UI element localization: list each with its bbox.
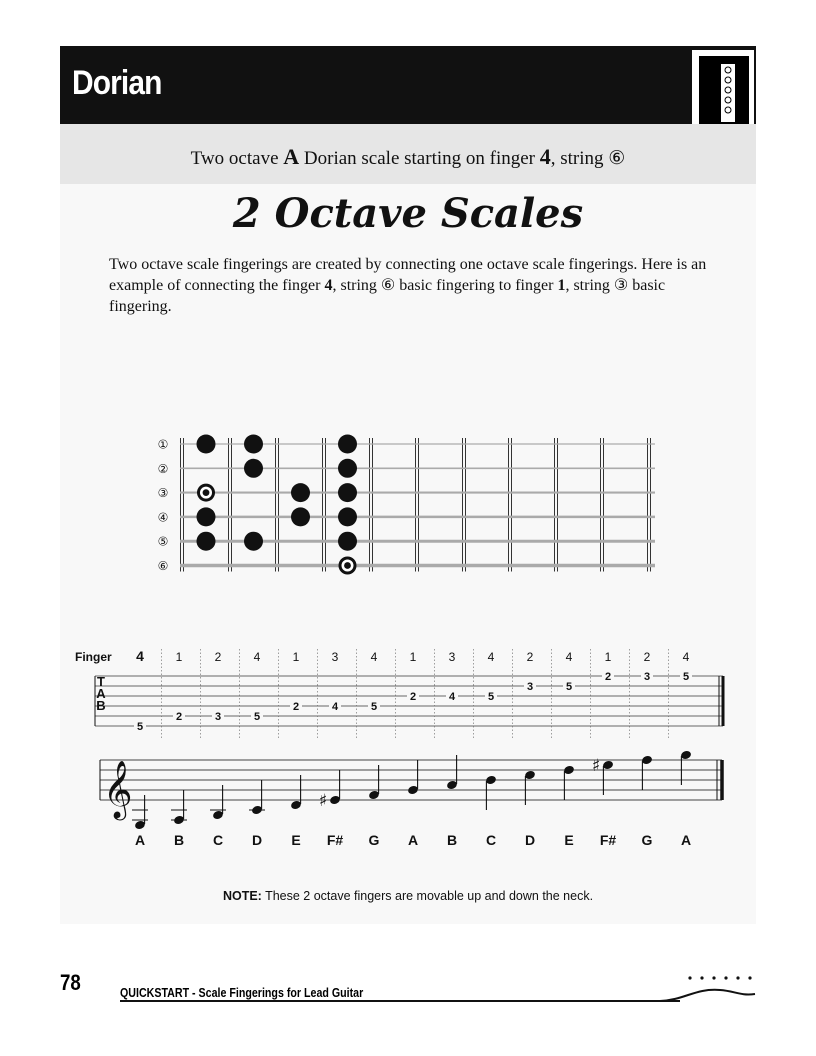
finger-number: 1 xyxy=(409,650,417,664)
finger-dot xyxy=(197,435,216,454)
finger-number: 3 xyxy=(331,650,339,664)
footnote: NOTE: These 2 octave fingers are movable up and down the neck. xyxy=(222,889,594,903)
finger-dot xyxy=(338,459,357,478)
thumbnail-fretboard xyxy=(699,56,749,134)
finger-dot xyxy=(338,483,357,502)
fretboard-diagram xyxy=(150,432,670,582)
finger-number: 4 xyxy=(565,650,573,664)
tab-letter: T xyxy=(97,674,105,689)
tab-letter: A xyxy=(96,686,106,701)
note-name: G xyxy=(641,832,653,848)
tab-fret-number: 3 xyxy=(214,711,222,723)
string-label: ③ xyxy=(157,486,169,501)
root-note-center xyxy=(203,489,210,496)
finger-number: 1 xyxy=(604,650,612,664)
finger-number: 4 xyxy=(487,650,495,664)
finger-number: 3 xyxy=(448,650,456,664)
note-name: G xyxy=(368,832,380,848)
chapter-title: Dorian xyxy=(72,64,162,102)
tab-fret-number: 5 xyxy=(565,681,573,693)
note-name: B xyxy=(173,832,185,848)
tab-fret-number: 4 xyxy=(331,701,339,713)
treble-clef-icon: 𝄞 xyxy=(103,760,133,818)
tab-fret-number: 4 xyxy=(448,691,456,703)
finger-number: 1 xyxy=(292,650,300,664)
thumbnail-diagram-icon xyxy=(699,56,749,134)
string-label: ⑥ xyxy=(157,559,169,573)
book-title: QUICKSTART - Scale Fingerings for Lead Guitar xyxy=(120,985,364,1000)
string-label: ① xyxy=(157,437,169,452)
fret-2 xyxy=(276,438,279,572)
finger-dot xyxy=(244,532,263,551)
finger-dot xyxy=(291,507,310,526)
finger-dot xyxy=(197,532,216,551)
note-name: F# xyxy=(599,832,617,848)
tab-fret-number: 2 xyxy=(604,671,612,683)
string-label: ⑤ xyxy=(157,534,169,549)
finger-row-label: Finger xyxy=(75,650,112,664)
scale-subtitle: Two octave A Dorian scale starting on finger 4, string ⑥ xyxy=(190,144,626,169)
finger-number: 2 xyxy=(643,650,651,664)
note-name: D xyxy=(251,832,263,848)
note-name: E xyxy=(564,832,574,848)
note-name: F# xyxy=(326,832,344,848)
tab-staff xyxy=(70,645,750,745)
fret-7 xyxy=(509,438,512,572)
string-label: ④ xyxy=(157,510,169,525)
tab-fret-number: 5 xyxy=(253,711,261,723)
section-heading: 2 Octave Scales xyxy=(232,190,584,237)
subtitle-bar xyxy=(60,124,756,184)
fret-9 xyxy=(601,438,604,572)
finger-number: 4 xyxy=(136,648,144,664)
fret-1 xyxy=(229,438,232,572)
tab-fret-number: 2 xyxy=(409,691,417,703)
page-number: 78 xyxy=(60,970,81,995)
music-notation xyxy=(95,750,735,860)
finger-dot xyxy=(244,459,263,478)
fret-8 xyxy=(555,438,558,572)
fret-5 xyxy=(416,438,419,572)
finger-number: 4 xyxy=(682,650,690,664)
tab-fret-number: 2 xyxy=(292,701,300,713)
note-name: B xyxy=(446,832,458,848)
fret-6 xyxy=(463,438,466,572)
sharp-sign: ♯ xyxy=(591,756,601,776)
tab-letter: B xyxy=(96,698,106,713)
fret-0 xyxy=(181,438,184,572)
finger-dot xyxy=(244,435,263,454)
finger-dot xyxy=(338,507,357,526)
sharp-sign: ♯ xyxy=(318,791,328,811)
finger-number: 4 xyxy=(370,650,378,664)
root-note-center xyxy=(344,562,351,569)
scale-thumbnail xyxy=(692,50,754,128)
tab-fret-number: 5 xyxy=(136,721,144,733)
finger-dot xyxy=(338,435,357,454)
tab-fret-number: 5 xyxy=(487,691,495,703)
intro-paragraph: Two octave scale fingerings are created by connecting one octave scale fingerings. Here is an example of connecting the finger 4, string ⑥ basic fingering to finger 1, string ③ basic fingering. xyxy=(109,256,707,315)
finger-number: 2 xyxy=(526,650,534,664)
note-name: E xyxy=(291,832,301,848)
note-name: A xyxy=(134,832,146,848)
chapter-header xyxy=(60,46,756,124)
finger-dot xyxy=(291,483,310,502)
tab-fret-number: 3 xyxy=(526,681,534,693)
note-name: A xyxy=(680,832,692,848)
footer-guitar-neck-icon xyxy=(120,972,756,1002)
finger-number: 2 xyxy=(214,650,222,664)
fret-3 xyxy=(323,438,326,572)
note-name: C xyxy=(485,832,497,848)
string-label: ② xyxy=(157,461,169,476)
tab-fret-number: 5 xyxy=(682,671,690,683)
note-name: A xyxy=(407,832,419,848)
fret-4 xyxy=(370,438,373,572)
tab-fret-number: 2 xyxy=(175,711,183,723)
tab-fret-number: 3 xyxy=(643,671,651,683)
finger-number: 4 xyxy=(253,650,261,664)
note-name: D xyxy=(524,832,536,848)
tab-fret-number: 5 xyxy=(370,701,378,713)
note-name: C xyxy=(212,832,224,848)
finger-number: 1 xyxy=(175,650,183,664)
finger-dot xyxy=(197,507,216,526)
finger-dot xyxy=(338,532,357,551)
fret-10 xyxy=(648,438,651,572)
